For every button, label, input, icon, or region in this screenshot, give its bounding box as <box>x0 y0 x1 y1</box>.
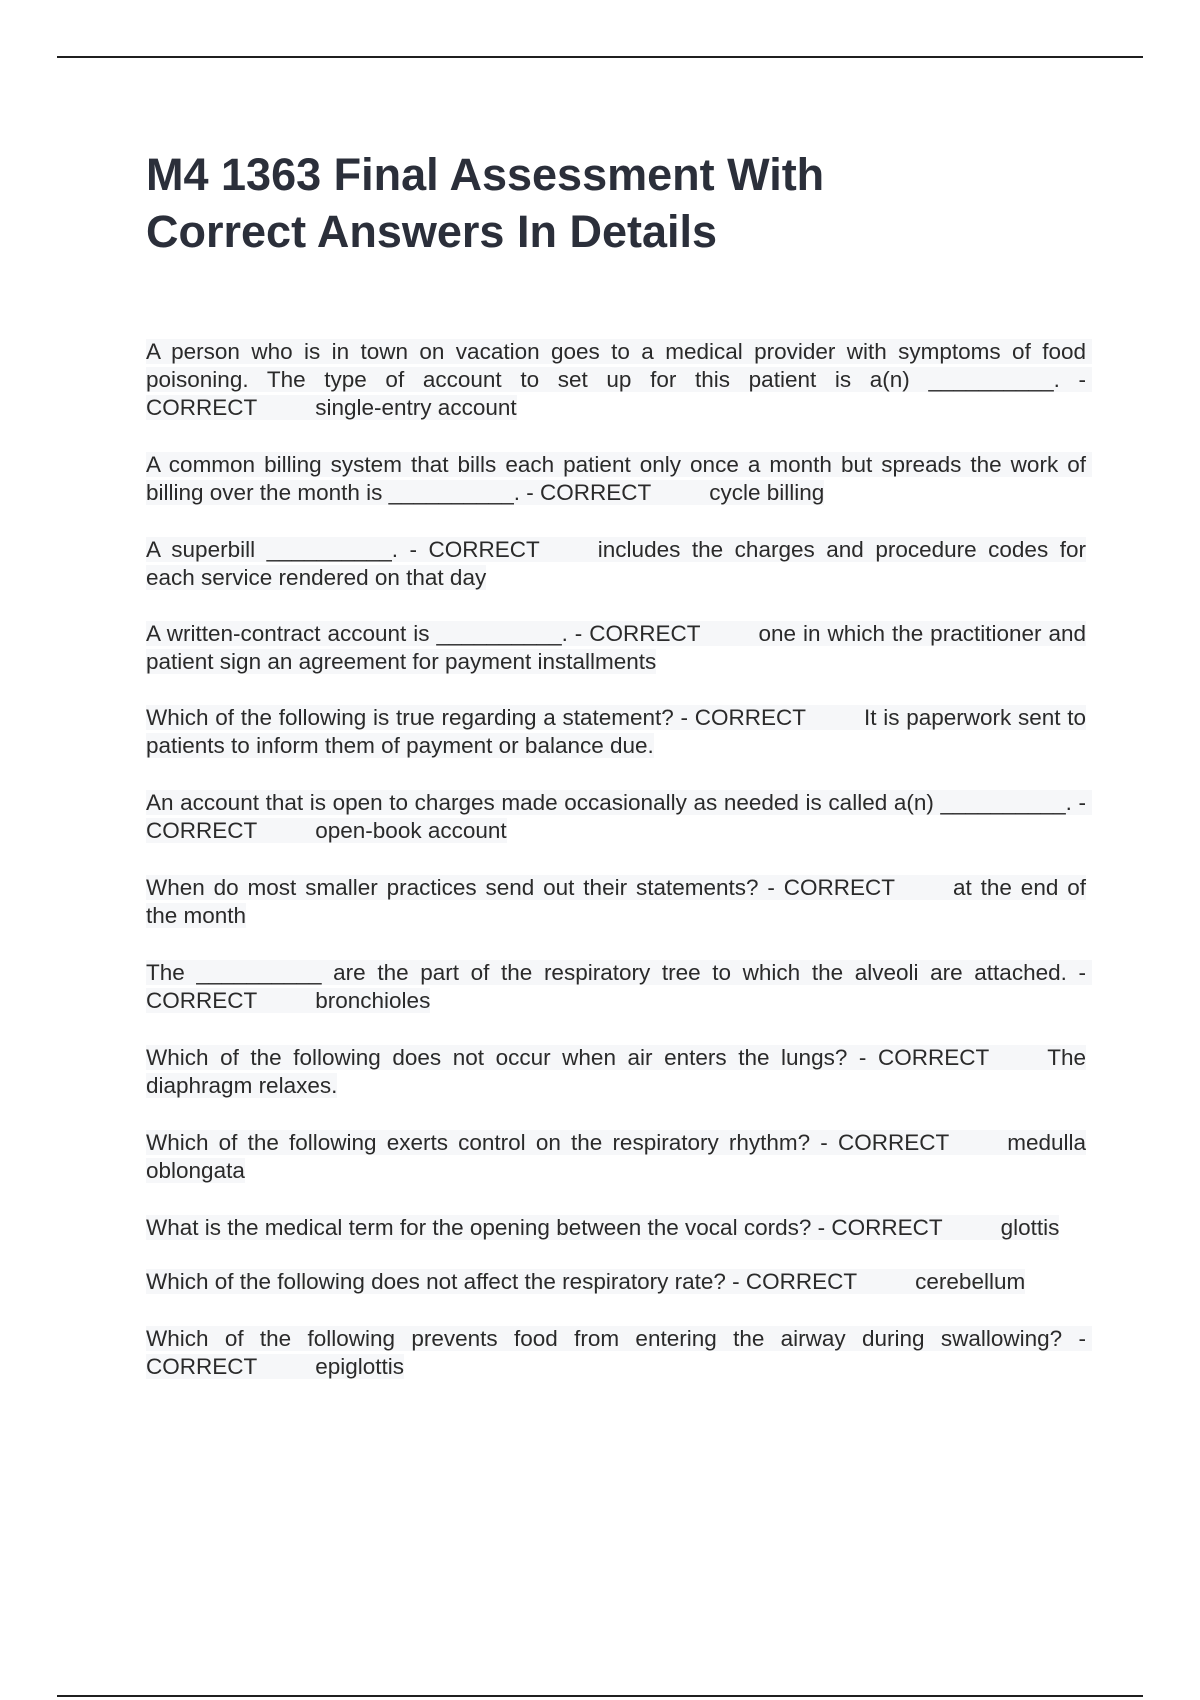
answer-text: glottis <box>1000 1215 1060 1240</box>
answer-text: at the end of the month <box>146 875 1086 928</box>
answer-text: The diaphragm relaxes. <box>146 1045 1086 1098</box>
question-text: Which of the following does not affect the respiratory rate? - CORRECT <box>146 1269 858 1294</box>
document-title-line-2: Correct Answers In Details <box>146 206 718 257</box>
question-text: Which of the following is true regarding a statement? - CORRECT <box>146 705 806 730</box>
qa-item <box>146 1129 1090 1185</box>
qa-text <box>146 1130 1086 1183</box>
answer-text: includes the charges and procedure codes for each service rendered on that day <box>146 537 1086 590</box>
answer-text: It is paperwork sent to patients to inform them of payment or balance due. <box>146 705 1086 758</box>
qa-text <box>146 1215 1059 1240</box>
document-title <box>146 146 1046 260</box>
qa-item <box>146 789 1093 845</box>
qa-text <box>146 1326 1092 1379</box>
answer-text: open-book account <box>315 818 507 843</box>
qa-item <box>146 874 1090 930</box>
qa-text <box>146 452 1092 505</box>
question-text: An account that is open to charges made occasionally as needed is called a(n) __________. - CORRECT <box>146 790 1093 843</box>
qa-item <box>146 451 1093 507</box>
question-text: Which of the following exerts control on the respiratory rhythm? - CORRECT <box>146 1130 950 1155</box>
qa-item <box>146 704 1090 760</box>
qa-item <box>146 1325 1093 1381</box>
question-text: A person who is in town on vacation goes to a medical provider with symptoms of food poisoning. The type of account to set up for this patient is a(n) __________. - CORRECT <box>146 339 1093 420</box>
question-text: Which of the following prevents food from entering the airway during swallowing? - CORRECT <box>146 1326 1093 1379</box>
qa-text <box>146 621 1086 674</box>
qa-text <box>146 1269 1025 1294</box>
question-text: A superbill __________. - CORRECT <box>146 537 540 562</box>
qa-item <box>146 1268 1090 1296</box>
answer-text: cycle billing <box>709 480 825 505</box>
document-title-line-1: M4 1363 Final Assessment With <box>146 149 825 200</box>
question-text: When do most smaller practices send out their statements? - CORRECT <box>146 875 896 900</box>
qa-text <box>146 1045 1086 1098</box>
qa-text <box>146 790 1092 843</box>
question-text: Which of the following does not occur when air enters the lungs? - CORRECT <box>146 1045 990 1070</box>
qa-text <box>146 339 1092 420</box>
answer-text: one in which the practitioner and patient sign an agreement for payment installments <box>146 621 1086 674</box>
question-text: A written-contract account is __________. - CORRECT <box>146 621 701 646</box>
question-text: The __________ are the part of the respiratory tree to which the alveoli are attached. - CORRECT <box>146 960 1093 1013</box>
qa-item <box>146 1214 1090 1242</box>
qa-item <box>146 959 1093 1015</box>
qa-item <box>146 1044 1090 1100</box>
question-text: What is the medical term for the opening between the vocal cords? - CORRECT <box>146 1215 943 1240</box>
qa-item <box>146 620 1090 676</box>
answer-text: single-entry account <box>315 395 517 420</box>
question-text: A common billing system that bills each patient only once a month but spreads the work of billing over the month is __________. - CORRECT <box>146 452 1093 505</box>
footer-rule <box>57 1695 1143 1697</box>
answer-text: cerebellum <box>915 1269 1026 1294</box>
qa-text <box>146 960 1092 1013</box>
qa-text <box>146 705 1086 758</box>
qa-text <box>146 875 1086 928</box>
question-answer-list <box>146 338 1093 1381</box>
qa-text <box>146 537 1086 590</box>
qa-item <box>146 536 1090 592</box>
answer-text: bronchioles <box>315 988 431 1013</box>
answer-text: epiglottis <box>315 1354 405 1379</box>
answer-text: medulla oblongata <box>146 1130 1086 1183</box>
header-rule <box>57 56 1143 58</box>
qa-item <box>146 338 1093 422</box>
